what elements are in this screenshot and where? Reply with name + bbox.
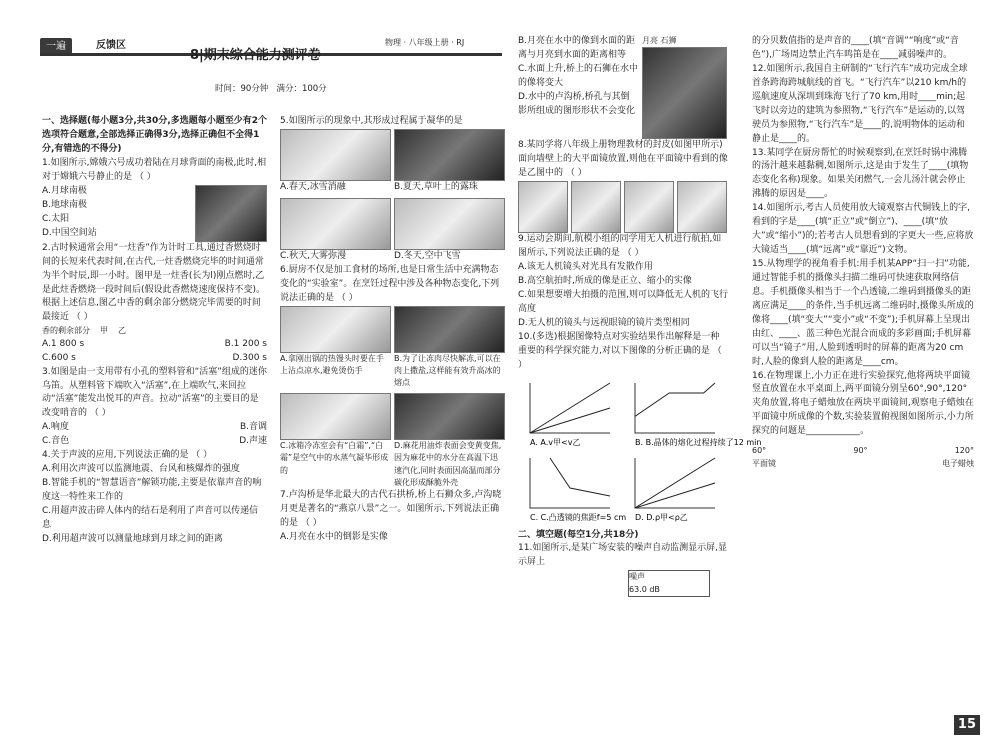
chart-label: C. C.凸透镜的焦距f=5 cm (530, 512, 627, 522)
fog-image (280, 198, 391, 250)
left-column: 一、选择题(每小题3分,共30分,多选题每小题至少有2个选项符合题意,全部选择正确得3分,选择正确但不全得1分,有错选的不得分) 1.如图所示,嫦娥六号成功着陆在月球背面的南极,此时,相对于嫦娥六号静止的是 （ ） A.月球南极 B.地球南极 C.太阳 D.中国空间站 2.古时候通常会用“一炷香”作为计时工具,通过香燃烧时间的长短来代表时间,在古代,一炷香燃烧完毕的时间通常为半个时辰,即一小时。图甲是一炷香(长为l)刚点燃时,乙是此炷香燃烧一段时间后(假设此香燃烧速度保持不变)。根据上述信息,图乙中香的剩余部分燃烧完毕需要的时间最接近 （ ） 香的剩余部分 甲 乙 A.1 800 s B.1 200 s C.600 s D.300 s 3.如图是由一支用带有小孔的塑料管和“活塞”组成的迷你乌笛。从塑料管下端吹入“活塞”,在上端吹气,来回拉动“活塞”能发出悦耳的声音。拉动“活塞”的主要目的是改变哨音的 （ ） A.响度 B.音调 C.音色 D.声速 4.关于声波的应用,下列说法正确的是 （ ） A.利用次声波可以监测地震、台风和核爆炸的强度 B.智能手机的“智慧语音”解锁功能,主要是依靠声音的响度这一特性来工作的 C.用超声波击碎人体内的结石是利用了声音可以传递信息 D.利用超声波可以测量地球到月球之间的距离 (42, 116, 268, 544)
brand: 一遍 (40, 38, 72, 56)
bun-image (280, 306, 391, 353)
ice-image (280, 129, 391, 181)
chart-label: A. A.v甲<v乙 (530, 437, 581, 447)
mirror-option (624, 181, 674, 233)
mahua-image (394, 393, 505, 440)
series-line (530, 408, 610, 433)
mirror-option (518, 181, 568, 233)
middle-column: 5.如图所示的现象中,其形成过程属于凝华的是 A.春天,冰雪消融 B.夏天,草叶上的露珠 C.秋天,大雾弥漫 D.冬天,空中飞雪 6.厨房不仅是加工食材的场所,也是日常生活中充满物态变化的“实验室”。在烹饪过程中涉及各种物态变化,下列说法正确的是 （ ） A.拿刚出锅的热馒头时要在手上沾点凉水,避免烫伤手 B.为了让冻肉尽快解冻,可以在肉上撒盐,这样能有效升高冰的熔点 C.冰箱冷冻室会有“白霜”,“白霜”是空气中的水蒸气凝华形成的 D.麻花用油炸表面会变黄变焦,因为麻花中的水分在高温下迅速汽化,同时表面因高温而部分碳化形成酥脆外壳 7.卢沟桥是华北最大的古代石拱桥,桥上石狮众多,卢沟晓月更是著名的“燕京八景”之一。如图所示,下列说法正确的是 （ ） A.月亮在水中的倒影是实像 (280, 115, 505, 545)
page-title: 8|期末综合能力测评卷 (190, 48, 321, 63)
series-line (550, 458, 610, 496)
mirror-option (677, 181, 727, 233)
chart-label: B. B.晶体的熔化过程持续了12 min (635, 437, 762, 447)
right-column: B.月亮在水中的像到水面的距离与月亮到水面的距离相等 C.水面上升,桥上的石狮在水中的像将变大 D.水中的卢沟桥,桥孔与其倒影所组成的图形形状不会变化 月亮 石狮 8.某同学将八年级上册物理教材的封皮(如图甲所示)面向墙壁上的大平面镜放置,则他在平面镜中看到的像是乙图中的 （ ） 9.运动会期间,航模小组的同学用无人机进行航拍,如图所示,下列说法正确的是 （ ） A.该无人机镜头对光具有发散作用 B.高空航拍时,所成的像是正立、缩小的实像 C.如果想要增大拍摄的范围,则可以降低无人机的飞行高度 D.无人机的镜头与远视眼镜的镜片类型相同 10.(多选)根据图像特点对实验结果作出解释是一种重要的科学探究能力,对以下图像的分析正确的是 （ ） A. A.v甲<v乙 B. B.晶体的熔化过程持续了12 min C. C.凸透镜的焦距f=5 cm D. D.ρ甲<ρ乙 二、填空题(每空1分,共18分) 11.如图所示,是某广场安装的噪声自动监测显示屏,显示屏上 噪声 63.0 dB (518, 35, 728, 597)
graphs (518, 373, 762, 523)
meat-image (394, 306, 505, 353)
chart-axis (530, 458, 610, 508)
chang-e-image (195, 185, 267, 242)
exam-meta: 时间：90分钟 满分：100分 (215, 84, 327, 94)
noise-display: 噪声 63.0 dB (628, 570, 710, 597)
dew-image (394, 129, 505, 181)
chart-label: D. D.ρ甲<ρ乙 (635, 512, 688, 522)
brand-tag: 反馈区 (96, 40, 126, 51)
mirror-option (571, 181, 621, 233)
bridge-image (642, 47, 727, 139)
series-line (635, 458, 715, 508)
snow-image (394, 198, 505, 250)
series-line (635, 383, 715, 416)
page-number: 15 (954, 715, 980, 735)
series-line (530, 383, 610, 433)
series-line (635, 483, 715, 508)
far-right-column: 的分贝数值指的是声音的____(填“音调”“响度”或“音色”),广场周边禁止汽车鸣笛是在____减弱噪声的。 12.如图所示,我国自主研制的“飞行汽车”成功完成全球首条跨海跨城航线的首飞。“飞行汽车”以210 km/h的巡航速度从深圳到珠海飞行了70 km,用时____min;起飞时以旁边的建筑为参照物,“飞行汽车”是运动的,以驾驶员为参照物,“飞行汽车”是____的,说明物体的运动和静止是____的。 13.某同学在厨房帮忙的时候观察到,在烹饪时锅中沸腾的汤汁越来越黏稠,如图所示,这是由于发生了____(填物态变化名称)现象。如果关闭燃气,一会儿汤汁就会停止沸腾的原因是____。 14.如图所示,考古人员使用放大镜观察古代铜钱上的字,看到的字是____(填“正立”或“倒立”)、____(填“放大”或“缩小”)的;若考古人员想看到的字更大一些,应将放大镜适当____(填“远离”或“靠近”)文物。 15.从物理学的视角看手机:用手机某APP“扫一扫”功能,通过智能手机的摄像头扫描二维码可快速获取网络信息。手机摄像头相当于一个凸透镜,二维码到摄像头的距离应满足____的条件,当手机远离二维码时,摄像头所成的像将____(填“变大”“变小”或“不变”);手机屏幕上呈现出由红、____、蓝三种色光混合而成的多彩画面;手机屏幕可以当“镜子”用,人脸到透明时的屏幕的距离为20 cm时,人脸的像到人脸的距离是____cm。 16.在物理课上,小力正在进行实验探究,他将两块平面镜竖直放置在水平桌面上,两平面镜分别呈60°,90°,120°夹角放置,将电子蜡烛放在两块平面镜间,观察电子蜡烛在平面镜中所成像的个数,实验装置俯视图如图所示,小力所探究的问题是____________。 60° 90° 120° 平面镜 电子蜡烛 (752, 36, 974, 468)
fridge-image (280, 393, 391, 440)
subject: 物理 · 八年级上册 · RJ (385, 38, 465, 47)
